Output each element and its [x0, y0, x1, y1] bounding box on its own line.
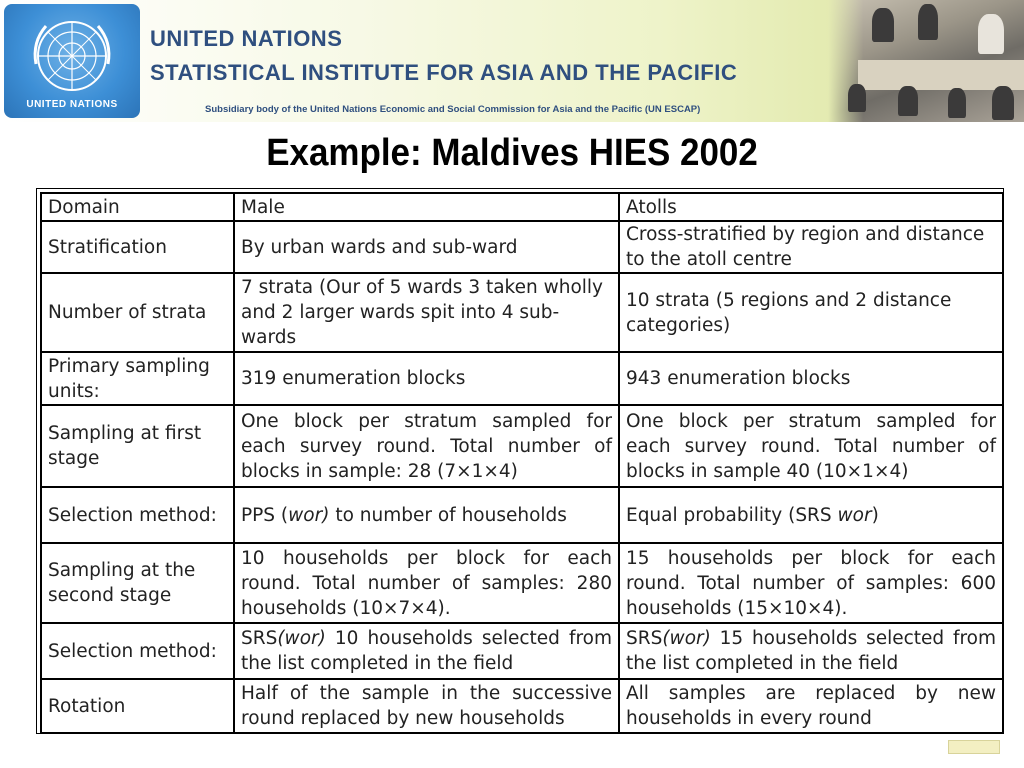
row-male: By urban wards and sub-ward — [234, 221, 619, 273]
table-row — [41, 352, 1003, 405]
atolls-text-post: ) — [871, 504, 879, 526]
org-subtitle: Subsidiary body of the United Nations Economic and Social Commission for Asia and the Pacific (UN ESCAP) — [205, 104, 701, 115]
slide-corner-mark — [948, 740, 1000, 754]
header-male: Male — [234, 193, 619, 221]
table-row — [41, 487, 1003, 543]
institute-name: STATISTICAL INSTITUTE FOR ASIA AND THE PACIFIC — [150, 60, 738, 85]
row-atolls — [619, 623, 1003, 679]
row-domain: Selection method: — [41, 623, 234, 679]
header-banner — [0, 0, 1024, 122]
row-male: 319 enumeration blocks — [234, 352, 619, 405]
slide-title: Example: Maldives HIES 2002 — [266, 132, 758, 174]
male-text-pre: PPS ( — [241, 504, 289, 526]
row-male — [234, 487, 619, 543]
atolls-text-pre: Equal probability (SRS — [626, 504, 838, 526]
table-row — [41, 543, 1003, 623]
table-row — [41, 221, 1003, 273]
atolls-text-em: wor — [837, 504, 872, 526]
table-row — [41, 679, 1003, 733]
org-name: UNITED NATIONS — [150, 26, 343, 51]
header-atolls: Atolls — [619, 193, 1003, 221]
row-male: Half of the sample in the successive round replaced by new households — [234, 679, 619, 733]
row-atolls: 15 households per block for each round. Total number of samples: 600 households (15×10×4). — [619, 543, 1003, 623]
un-logo — [4, 4, 140, 118]
logo-caption: UNITED NATIONS — [26, 99, 118, 110]
row-domain: Sampling at the second stage — [41, 543, 234, 623]
row-male — [234, 623, 619, 679]
row-atolls: All samples are replaced by new households in every round — [619, 679, 1003, 733]
male-text-post: 10 households selected from the list completed in the field — [241, 628, 612, 674]
table-row — [41, 623, 1003, 679]
row-male: One block per stratum sampled for each survey round. Total number of blocks in sample: 28 (7×1×4) — [234, 405, 619, 487]
table-row — [41, 273, 1003, 352]
row-male: 10 households per block for each round. Total number of samples: 280 households (10×7×4). — [234, 543, 619, 623]
table-header-row — [41, 193, 1003, 221]
atolls-text-em: (wor) — [662, 628, 711, 649]
row-domain: Selection method: — [41, 487, 234, 543]
header-domain: Domain — [41, 193, 234, 221]
atolls-text-post: 15 households selected from the list completed in the field — [626, 628, 996, 674]
row-atolls: 943 enumeration blocks — [619, 352, 1003, 405]
row-atolls: 10 strata (5 regions and 2 distance categories) — [619, 273, 1003, 352]
row-domain: Number of strata — [41, 273, 234, 352]
row-domain: Stratification — [41, 221, 234, 273]
row-male: 7 strata (Our of 5 wards 3 taken wholly and 2 larger wards spit into 4 sub-wards — [234, 273, 619, 352]
sampling-table — [36, 188, 1004, 734]
un-emblem-icon — [28, 12, 116, 100]
header-photo — [828, 0, 1024, 122]
male-text-post: to number of households — [329, 504, 567, 526]
row-atolls — [619, 487, 1003, 543]
male-text-em: wor) — [288, 504, 330, 526]
row-domain: Rotation — [41, 679, 234, 733]
table-row — [41, 405, 1003, 487]
row-domain: Sampling at first stage — [41, 405, 234, 487]
row-domain: Primary sampling units: — [41, 352, 234, 405]
male-text-em: (wor) — [277, 628, 326, 649]
atolls-text-pre: SRS — [626, 628, 663, 649]
row-atolls: One block per stratum sampled for each survey round. Total number of blocks in sample 40 (10×1×4) — [619, 405, 1003, 487]
row-atolls: Cross-stratified by region and distance to the atoll centre — [619, 221, 1003, 273]
male-text-pre: SRS — [241, 628, 278, 649]
